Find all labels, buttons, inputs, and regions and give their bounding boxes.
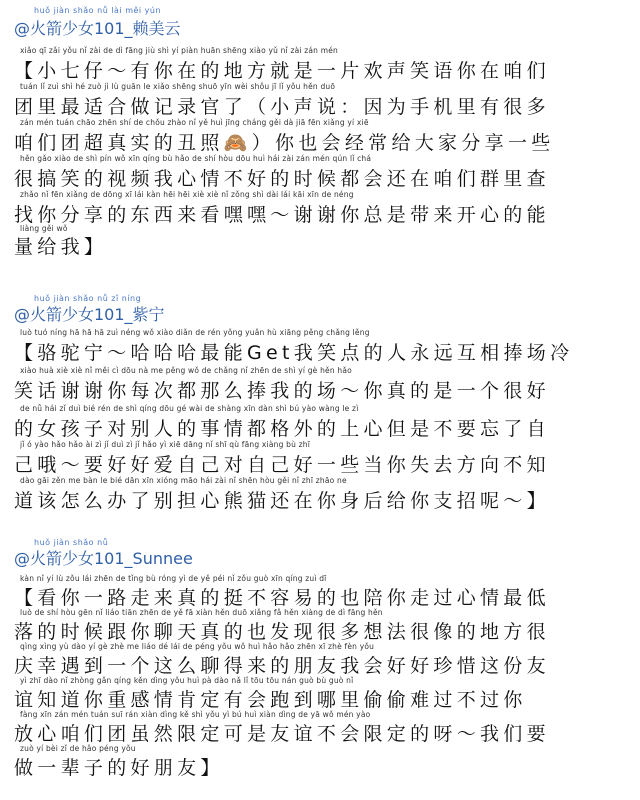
text-line: 量给我】 bbox=[14, 236, 108, 258]
pinyin-line: qìng xìng yù dào yí gè zhè me liáo dé lái de péng yǒu wǒ huì hǎo hǎo zhēn xī zhè fèn yǒu bbox=[20, 642, 375, 651]
text-line: 己哦～要好好爱自己对自己好一些当你失去方向不知 bbox=[14, 454, 550, 476]
pinyin-line: liàng gěi wǒ bbox=[20, 224, 68, 233]
pinyin-line: hěn gǎo xiào de shì pín wǒ xīn qíng bù hǎo de shí hòu dōu huì hái zài zán mén qún lǐ chá bbox=[20, 154, 372, 163]
header-mention: @火箭少女101_Sunnee bbox=[14, 549, 193, 568]
text-line: 【骆驼宁～哈哈哈最能Get我笑点的人永远互相捧场冷 bbox=[14, 342, 574, 364]
header-mention: @火箭少女101_赖美云 bbox=[14, 19, 181, 38]
text-line: 【看你一路走来真的挺不容易的也陪你走过心情最低 bbox=[14, 587, 550, 609]
text-line: 的女孩子对别人的事情都格外的上心但是不要忘了自 bbox=[14, 418, 550, 440]
pinyin-line: yì zhī dào nǐ zhòng gǎn qíng kěn dìng yǒu huì pà dào nǎ lǐ tōu tōu nán guò bù guò nǐ bbox=[20, 676, 354, 685]
pinyin-line: dào gāi zěn me bàn le bié dān xīn xióng māo hái zài nǐ shēn hòu gěi nǐ zhī zhāo ne bbox=[20, 476, 347, 485]
pinyin-line: zhǎo nǐ fēn xiǎng de dōng xī lái kàn hēi hēi xiè xiè nǐ zǒng shì dài lái kāi xīn de néng bbox=[20, 190, 354, 199]
pinyin-line: fàng xīn zán mén tuán suī rán xiàn dìng kě shì yǒu yì bú huì xiàn dìng de yā wǒ mén yào bbox=[20, 710, 371, 719]
pinyin-line: kàn nǐ yí lù zǒu lái zhēn de tǐng bù róng yì de yě péi nǐ zǒu guò xīn qíng zuì dī bbox=[20, 574, 327, 583]
text-line: 道该怎么办了别担心熊猫还在你身后给你支招呢～】 bbox=[14, 490, 550, 512]
header-pinyin: huǒ jiàn shǎo nǚ zǐ níng bbox=[34, 294, 142, 303]
text-line: 咱们团超真实的丑照🙈）你也会经常给大家分享一些 bbox=[14, 132, 555, 154]
text-line: 【小七仔～有你在的地方就是一片欢声笑语你在咱们 bbox=[14, 60, 550, 82]
text-line: 团里最适合做记录官了（小声说：因为手机里有很多 bbox=[14, 96, 550, 118]
message-block-2 bbox=[0, 290, 640, 510]
text-line: 落的时候跟你聊天真的也发现很多想法很像的地方很 bbox=[14, 621, 550, 643]
message-block-1 bbox=[0, 0, 640, 258]
pinyin-line: zuò yí bèi zǐ de hǎo péng yǒu bbox=[20, 744, 136, 753]
pinyin-line: zán mén tuán chāo zhēn shí de chǒu zhào nǐ yě huì jīng cháng gěi dà jiā fēn xiǎng yí xiē bbox=[20, 118, 369, 127]
pinyin-line: jǐ ó yào hǎo hǎo ài zì jǐ duì zì jǐ hǎo yì xiē dāng nǐ shī qù fāng xiàng bù zhī bbox=[20, 440, 311, 449]
text-line: 放心咱们团虽然限定可是友谊不会限定的呀～我们要 bbox=[14, 723, 550, 745]
text-line: 很搞笑的视频我心情不好的时候都会还在咱们群里查 bbox=[14, 168, 550, 190]
pinyin-line: xiào huà xiè xiè nǐ měi cì dōu nà me pěng wǒ de chǎng nǐ zhēn de shì yí gè hěn hǎo bbox=[20, 366, 352, 375]
pinyin-line: luò tuó níng hā hā hā zuì néng wǒ xiào diǎn de rén yǒng yuǎn hù xiāng pěng chǎng lěng bbox=[20, 328, 370, 337]
header-mention: @火箭少女101_紫宁 bbox=[14, 305, 165, 324]
text-line: 庆幸遇到一个这么聊得来的朋友我会好好珍惜这份友 bbox=[14, 655, 550, 677]
message-block-3 bbox=[0, 536, 640, 796]
text-line: 笑话谢谢你每次都那么捧我的场～你真的是一个很好 bbox=[14, 380, 550, 402]
text-line: 做一辈子的好朋友】 bbox=[14, 757, 224, 779]
pinyin-line: tuán lǐ zuì shì hé zuò jì lù guān le xiǎo shēng shuō yīn wèi shǒu jī lǐ yǒu hěn duō bbox=[20, 82, 336, 91]
text-line: 谊知道你重感情肯定有会跑到哪里偷偷难过不过你 bbox=[14, 689, 527, 711]
pinyin-line: de nǚ hái zǐ duì bié rén de shì qíng dōu gé wài de shàng xīn dàn shì bú yào wàng le zì bbox=[20, 404, 359, 413]
pinyin-line: xiǎo qī zǎi yǒu nǐ zài de dì fāng jiù shì yí piàn huān shēng xiào yǔ nǐ zài zán mén bbox=[20, 46, 338, 55]
text-line: 找你分享的东西来看嘿嘿～谢谢你总是带来开心的能 bbox=[14, 204, 550, 226]
header-pinyin: huǒ jiàn shǎo nǚ bbox=[34, 538, 109, 547]
pinyin-line: luò de shí hòu gēn nǐ liáo tiān zhēn de yě fā xiàn hěn duō xiǎng fǎ hěn xiàng de dì fāng hěn bbox=[20, 608, 383, 617]
header-pinyin: huǒ jiàn shǎo nǚ lài měi yún bbox=[34, 6, 162, 15]
